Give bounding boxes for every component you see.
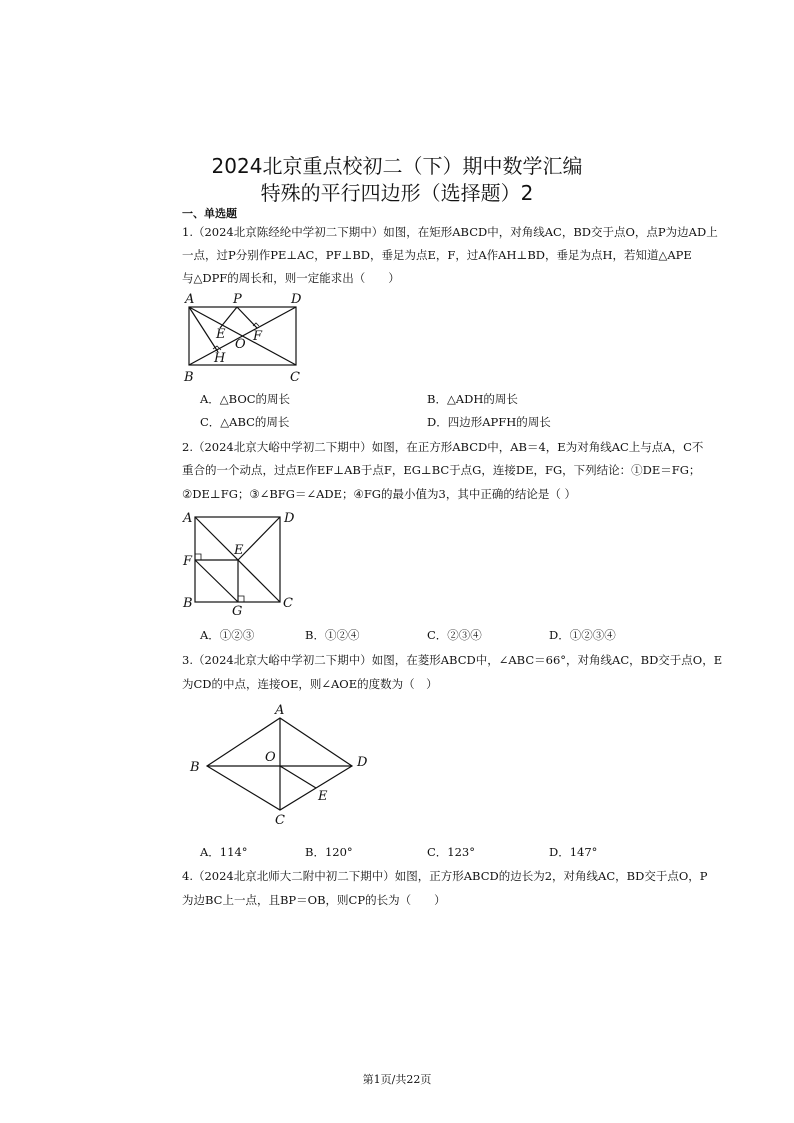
- q3-rhombus-figure: [185, 700, 375, 830]
- q2-option-c[interactable]: C．②③④: [427, 628, 482, 642]
- document-title: 2024北京重点校初二（下）期中数学汇编: [211, 154, 583, 178]
- q1-label-a: A: [185, 292, 195, 307]
- q1-segment-pe: [220, 307, 237, 328]
- q4-text-line-2: 为边BC上一点，且BP＝OB，则CP的长为（ ）: [182, 893, 446, 907]
- q1-segment-ah: [189, 307, 218, 352]
- q2-text-line-1: 2.（2024北京大峪中学初二下期中）如图，在正方形ABCD中，AB＝4，E为对角线AC上与点A，C不: [182, 440, 704, 454]
- q2-segment-de: [238, 517, 280, 560]
- q1-label-c: C: [290, 370, 300, 385]
- q1-label-o: O: [235, 337, 246, 352]
- q3-option-b[interactable]: B．120°: [305, 845, 353, 859]
- q3-label-b: B: [190, 760, 200, 775]
- page-footer: 第1页/共22页: [362, 1073, 432, 1086]
- document-subtitle: 特殊的平行四边形（选择题）2: [260, 181, 534, 205]
- q1-text-line-3: 与△DPF的周长和，则一定能求出（ ）: [182, 271, 400, 285]
- q2-label-g: G: [232, 604, 243, 619]
- q3-label-e: E: [318, 789, 328, 804]
- q2-label-c: C: [283, 596, 293, 611]
- q3-text-line-2: 为CD的中点，连接OE，则∠AOE的度数为（ ）: [182, 677, 438, 691]
- q1-rectangle-figure: [180, 290, 310, 385]
- q1-option-a[interactable]: A．△BOC的周长: [200, 392, 291, 406]
- q3-label-o: O: [265, 750, 276, 765]
- q1-label-f: F: [253, 329, 263, 344]
- q2-option-a[interactable]: A．①②③: [200, 628, 255, 642]
- q2-option-d[interactable]: D．①②③④: [549, 628, 616, 642]
- q4-text-line-1: 4.（2024北京北师大二附中初二下期中）如图，正方形ABCD的边长为2，对角线AC，BD交于点O，P: [182, 869, 708, 883]
- q3-option-a[interactable]: A．114°: [200, 845, 248, 859]
- q2-label-d: D: [284, 511, 295, 526]
- q1-label-b: B: [184, 370, 194, 385]
- q2-label-b: B: [183, 596, 193, 611]
- q2-label-a: A: [183, 511, 193, 526]
- q1-label-e: E: [216, 327, 226, 342]
- q3-label-c: C: [275, 813, 285, 828]
- q1-text-line-1: 1.（2024北京陈经纶中学初二下期中）如图，在矩形ABCD中，对角线AC，BD交于点O，点P为边AD上: [182, 225, 718, 239]
- q2-text-line-2: 重合的一个动点，过点E作EF⊥AB于点F，EG⊥BC于点G，连接DE，FG，下列结论：①DE＝FG；: [182, 463, 701, 477]
- q2-label-f: F: [183, 554, 193, 569]
- q1-label-p: P: [233, 292, 242, 307]
- q2-option-b[interactable]: B．①②④: [305, 628, 360, 642]
- q2-label-e: E: [234, 543, 244, 558]
- q3-segment-oe: [280, 766, 316, 788]
- q2-square-figure: [180, 508, 300, 618]
- q3-label-d: D: [357, 755, 368, 770]
- q2-right-angle-f: [195, 554, 201, 560]
- q1-label-d: D: [291, 292, 302, 307]
- section-heading: 一、单选题: [182, 207, 237, 220]
- q3-label-a: A: [275, 703, 285, 718]
- q2-segment-fg: [195, 560, 238, 602]
- q3-text-line-1: 3.（2024北京大峪中学初二下期中）如图，在菱形ABCD中，∠ABC＝66°，对角线AC，BD交于点O，E: [182, 653, 723, 667]
- q3-option-d[interactable]: D．147°: [549, 845, 598, 859]
- q3-option-c[interactable]: C．123°: [427, 845, 475, 859]
- q1-label-h: H: [214, 351, 226, 366]
- q2-right-angle-g: [238, 596, 244, 602]
- q1-option-c[interactable]: C．△ABC的周长: [200, 415, 290, 429]
- q1-option-b[interactable]: B．△ADH的周长: [427, 392, 518, 406]
- q1-option-d[interactable]: D．四边形APFH的周长: [427, 415, 551, 429]
- q1-text-line-2: 一点，过P分别作PE⊥AC，PF⊥BD，垂足为点E，F，过A作AH⊥BD，垂足为点H，若知道△APE: [182, 248, 692, 262]
- q2-text-line-3: ②DE⊥FG；③∠BFG＝∠ADE；④FG的最小值为3，其中正确的结论是（ ）: [182, 487, 576, 501]
